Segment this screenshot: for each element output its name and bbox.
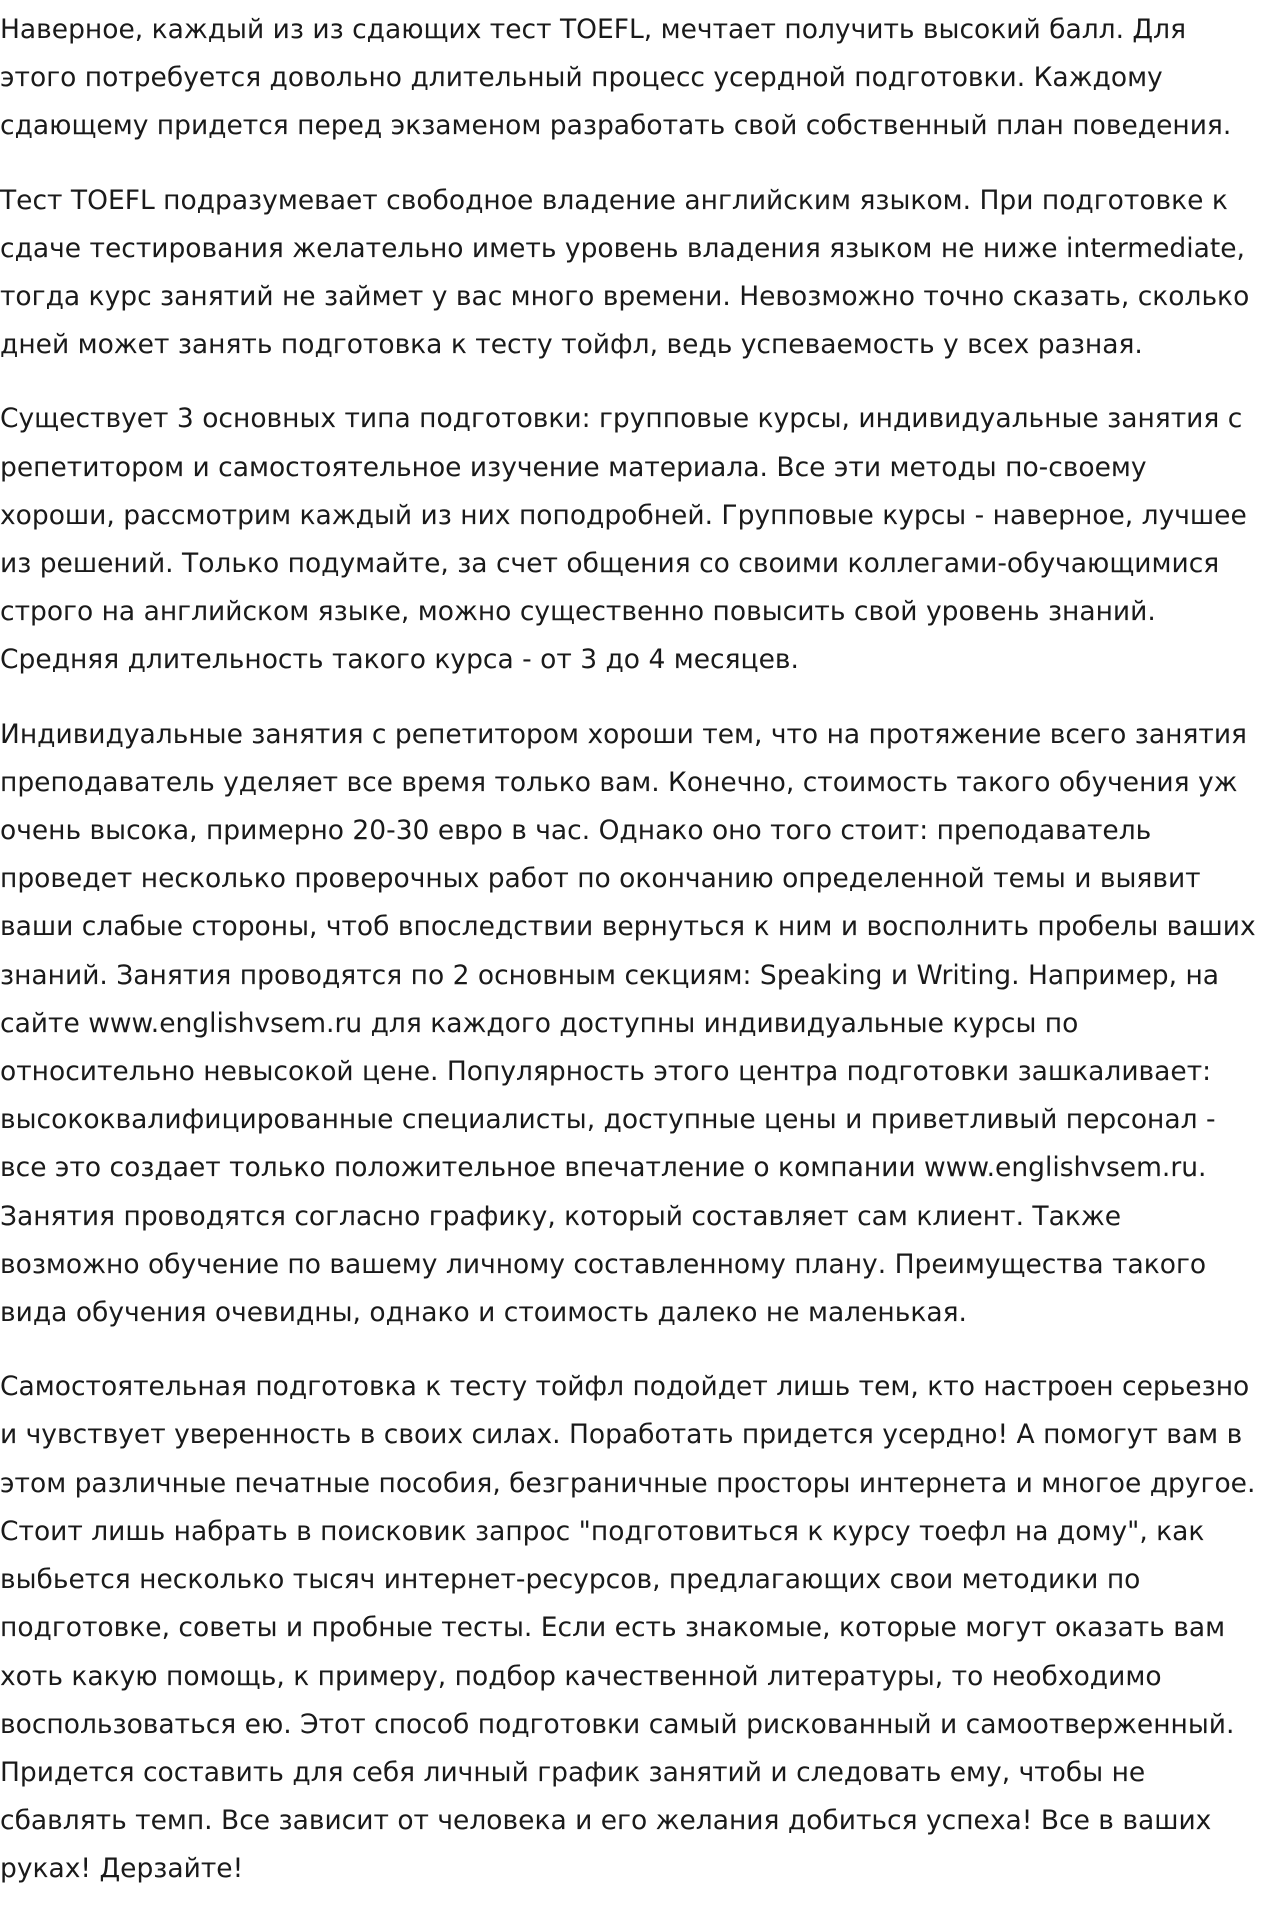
paragraph-tutor-lessons: Индивидуальные занятия с репетитором хороши тем, что на протяжение всего занятия преподаватель уделяет все время только вам. Конечно, стоимость такого обучения уж очень высока, примерно 20-30 евро в час. Однако оно того стоит: преподаватель проведет несколько проверочных работ по окончанию определенной темы и выявит ваши слабые стороны, чтоб впоследствии вернуться к ним и восполнить пробелы ваших знаний. Занятия проводятся по 2 основным секциям: Speaking и Writing. Например, на сайте www.englishvsem.ru для каждого доступны индивидуальные курсы по относительно невысокой цене. Популярность этого центра подготовки зашкаливает: высококвалифицированные специалисты, доступные цены и приветливый персонал - все это создает только положительное впечатление о компании www.englishvsem.ru. Занятия проводятся согласно графику, который составляет сам клиент. Также возможно обучение по вашему личному составленному плану. Преимущества такого вида обучения очевидны, однако и стоимость далеко не маленькая. (0, 718, 1256, 1329)
paragraph-requirements: Тест TOEFL подразумевает свободное владение английским языком. При подготовке к сдаче тестирования желательно иметь уровень владения языком не ниже intermediate, тогда курс занятий не займет у вас много времени. Невозможно точно сказать, сколько дней может занять подготовка к тесту тойфл, ведь успеваемость у всех разная. (0, 184, 1250, 361)
paragraph-self-study: Самостоятельная подготовка к тесту тойфл подойдет лишь тем, кто настроен серьезно и чувствует уверенность в своих силах. Поработать придется усердно! А помогут вам в этом различные печатные пособия, безграничные просторы интернета и многое другое. Стоит лишь набрать в поисковик запрос "подготовиться к курсу тоефл на дому", как выбьется несколько тысяч интернет-ресурсов, предлагающих свои методики по подготовке, советы и пробные тесты. Если есть знакомые, которые могут оказать вам хоть какую помощь, к примеру, подбор качественной литературы, то необходимо воспользоваться ею. Этот способ подготовки самый рискованный и самоотверженный. Придется составить для себя личный график занятий и следовать ему, чтобы не сбавлять темп. Все зависит от человека и его желания добиться успеха! Все в ваших руках! Дерзайте! (0, 1371, 1256, 1885)
paragraph-intro: Наверное, каждый из из сдающих тест TOEFL, мечтает получить высокий балл. Для этого потребуется довольно длительный процесс усердной подготовки. Каждому сдающему придется перед экзаменом разработать свой собственный план поведения. (0, 14, 1232, 142)
paragraph-preparation-types: Существует 3 основных типа подготовки: групповые курсы, индивидуальные занятия с репетитором и самостоятельное изучение материала. Все эти методы по-своему хороши, рассмотрим каждый из них поподробней. Групповые курсы - наверное, лучшее из решений. Только подумайте, за счет общения со своими коллегами-обучающимися строго на английском языке, можно существенно повысить свой уровень знаний. Средняя длительность такого курса - от 3 до 4 месяцев. (0, 403, 1247, 676)
